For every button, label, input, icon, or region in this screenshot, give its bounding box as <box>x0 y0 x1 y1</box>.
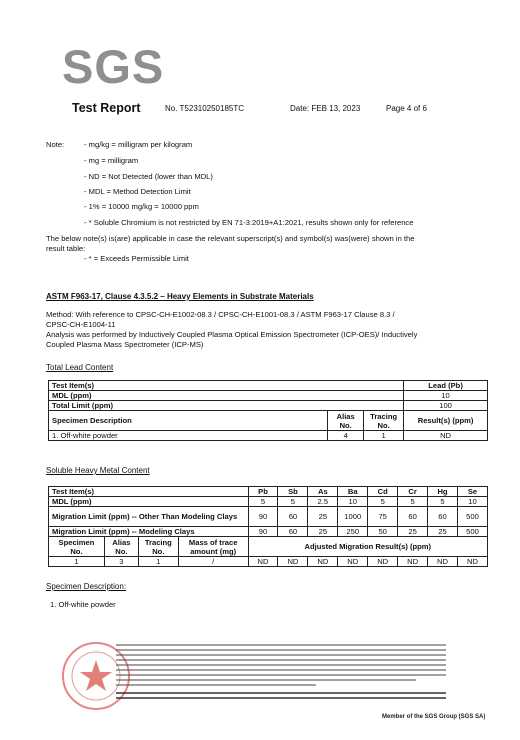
page-number: Page 4 of 6 <box>386 104 427 113</box>
table-cell: 90 <box>248 507 278 527</box>
table-cell: 2.5 <box>308 497 338 507</box>
table-cell: 10 <box>338 497 368 507</box>
table-cell: 5 <box>428 497 458 507</box>
header-cell: Pb <box>248 487 278 497</box>
header-cell: Test Item(s) <box>49 487 249 497</box>
header-cell: MDL (ppm) <box>49 497 249 507</box>
header-cell: Migration Limit (ppm) -- Other Than Modeling Clays <box>49 507 249 527</box>
header-cell: Adjusted Migration Result(s) (ppm) <box>248 537 487 557</box>
header-cell: Se <box>457 487 487 497</box>
table-cell: 60 <box>428 507 458 527</box>
table-cell: 10 <box>457 497 487 507</box>
header-cell: Total Limit (ppm) <box>49 401 404 411</box>
table-cell: ND <box>404 431 488 441</box>
note-item: - ND = Not Detected (lower than MDL) <box>84 172 213 181</box>
table-cell: 25 <box>308 507 338 527</box>
table-cell: 5 <box>278 497 308 507</box>
header-cell: Hg <box>428 487 458 497</box>
table-cell: ND <box>457 557 487 567</box>
table-cell: / <box>178 557 248 567</box>
table-cell: 75 <box>368 507 398 527</box>
header-cell: Specimen No. <box>49 537 105 557</box>
table-cell: 25 <box>398 527 428 537</box>
header-cell: MDL (ppm) <box>49 391 404 401</box>
soluble-table-caption: Soluble Heavy Metal Content <box>46 466 150 475</box>
table-cell: 1 <box>49 557 105 567</box>
specimen-description-title: Specimen Description: <box>46 582 127 591</box>
header-cell: Migration Limit (ppm) -- Modeling Clays <box>49 527 249 537</box>
table-cell: 1000 <box>338 507 368 527</box>
table-cell: 250 <box>338 527 368 537</box>
header-cell: Tracing No. <box>138 537 178 557</box>
header-cell: Tracing No. <box>364 411 404 431</box>
table-cell: 90 <box>248 527 278 537</box>
report-title: Test Report <box>72 101 141 115</box>
soluble-table <box>48 486 488 567</box>
note-item: - mg = milligram <box>84 156 139 165</box>
header-cell: Cr <box>398 487 428 497</box>
table-cell: 1 <box>138 557 178 567</box>
note-item: - 1% = 10000 mg/kg = 10000 ppm <box>84 202 199 211</box>
table-row <box>49 431 488 441</box>
header-cell: Alias No. <box>328 411 364 431</box>
table-cell: ND <box>308 557 338 567</box>
lead-table-caption: Total Lead Content <box>46 363 114 372</box>
report-date: Date: FEB 13, 2023 <box>290 104 361 113</box>
note-item: - * Soluble Chromium is not restricted by EN 71-3:2019+A1:2021, results shown only for reference <box>84 218 414 227</box>
table-cell: 5 <box>398 497 428 507</box>
table-cell: 500 <box>457 527 487 537</box>
table-cell: 25 <box>308 527 338 537</box>
table-row <box>49 557 488 567</box>
table-cell: 60 <box>278 527 308 537</box>
note-label: Note: <box>46 140 65 149</box>
method-text: CPSC-CH-E1004-11 <box>46 320 116 329</box>
header-cell: Test Item(s) <box>49 381 404 391</box>
table-cell: 60 <box>278 507 308 527</box>
header-cell: Alias No. <box>104 537 138 557</box>
method-text: Coupled Plasma Mass Spectrometer (ICP-MS) <box>46 340 204 349</box>
header-cell: Cd <box>368 487 398 497</box>
header-cell: Specimen Description <box>49 411 328 431</box>
method-text: Analysis was performed by Inductively Coupled Plasma Optical Emission Spectrometer (ICP-OES)/ Inductively <box>46 330 418 339</box>
sgs-logo: SGS <box>62 40 165 93</box>
table-cell: ND <box>338 557 368 567</box>
table-cell: 100 <box>404 401 488 411</box>
table-cell: 50 <box>368 527 398 537</box>
table-cell: ND <box>248 557 278 567</box>
note-item: - mg/kg = milligram per kilogram <box>84 140 193 149</box>
header-cell: Ba <box>338 487 368 497</box>
header-cell: Result(s) (ppm) <box>404 411 488 431</box>
table-cell: ND <box>398 557 428 567</box>
header-cell: Sb <box>278 487 308 497</box>
header-cell: As <box>308 487 338 497</box>
table-cell: 1. Off-white powder <box>49 431 328 441</box>
specimen-description-item: 1. Off-white powder <box>50 600 116 609</box>
footer-fine-print <box>116 644 446 700</box>
section-title: ASTM F963-17, Clause 4.3.5.2 – Heavy Elements in Substrate Materials <box>46 292 314 301</box>
table-cell: 60 <box>398 507 428 527</box>
table-cell: 5 <box>368 497 398 507</box>
table-cell: ND <box>278 557 308 567</box>
table-cell: 4 <box>328 431 364 441</box>
header-cell: Mass of trace amount (mg) <box>178 537 248 557</box>
table-cell: ND <box>368 557 398 567</box>
table-cell: ND <box>428 557 458 567</box>
table-cell: 25 <box>428 527 458 537</box>
method-text: Method: With reference to CPSC-CH-E1002-08.3 / CPSC-CH-E1001-08.3 / ASTM F963-17 Clause 8.3 / <box>46 310 395 319</box>
table-cell: 10 <box>404 391 488 401</box>
table-cell: 3 <box>104 557 138 567</box>
report-number: No. T52310250185TC <box>165 104 245 113</box>
sgs-member-note: Member of the SGS Group (SGS SA) <box>382 714 486 720</box>
table-cell: 5 <box>248 497 278 507</box>
note-paragraph: The below note(s) is(are) applicable in case the relevant superscript(s) and symbol(s) was(were) shown in the <box>46 234 415 243</box>
table-cell: 1 <box>364 431 404 441</box>
header-cell: Lead (Pb) <box>404 381 488 391</box>
note-exceeds: - * = Exceeds Permissible Limit <box>84 254 189 263</box>
lead-table <box>48 380 488 441</box>
note-paragraph: result table: <box>46 244 86 253</box>
note-item: - MDL = Method Detection Limit <box>84 187 191 196</box>
table-cell: 500 <box>457 507 487 527</box>
